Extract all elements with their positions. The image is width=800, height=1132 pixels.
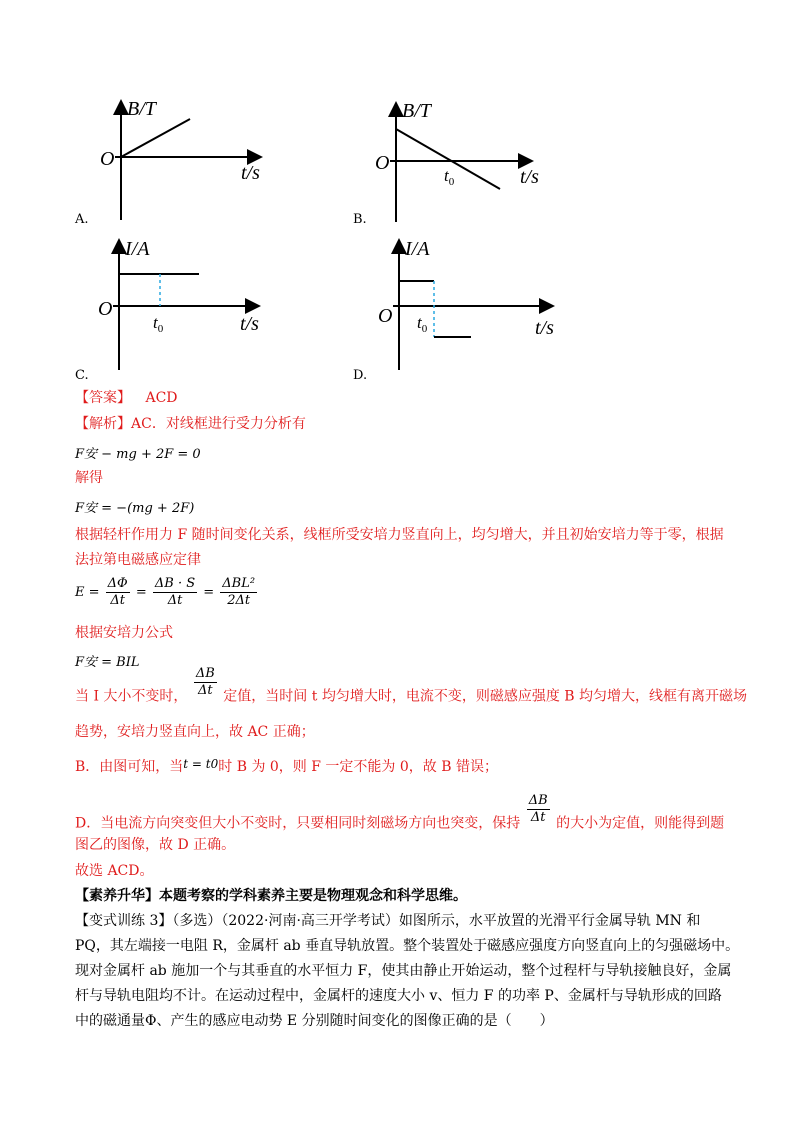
literacy-line xyxy=(75,886,467,906)
graph-c xyxy=(95,234,275,374)
svg-text:t/s: t/s xyxy=(520,166,539,188)
exercise-line-4: 杆与导轨电阻均不计。在运动过程中，金属杆的速度大小 v、恒力 F 的功率 P、金属杆与导轨形成的回路 xyxy=(75,988,722,1004)
graph-a-x-label: t/s xyxy=(241,162,260,184)
p5-pre: D．当电流方向突变但大小不变时，只要相同时刻磁场方向也突变，保持 xyxy=(75,815,521,832)
eq3-frac-3: $\frac{\text{ΔBL²}}{2\Delta t}$ xyxy=(222,576,256,608)
p5-post: 的大小为定值，则能得到题 xyxy=(556,815,725,832)
choose-line: 故选 ACD。 xyxy=(75,863,154,879)
svg-text:B/T: B/T xyxy=(402,100,431,122)
solve-label: 解得 xyxy=(75,470,103,486)
p3-frac: $\frac{\Delta B}{\Delta t}$ xyxy=(195,666,215,698)
svg-text:I/A: I/A xyxy=(405,238,430,260)
eq3-frac-1: $\frac{\Delta\Phi}{\Delta t}$ xyxy=(107,576,128,608)
exercise-line-1: 【变式训练 3】（多选）（2022·河南·高三开学考试）如图所示，水平放置的光滑平行金属导轨 MN 和 xyxy=(75,913,701,929)
p3-pre: 当 I 大小不变时， xyxy=(75,688,188,705)
paragraph-1-line-2: 法拉第电磁感应定律 xyxy=(75,552,201,568)
exercise-line-2: PQ，其左端接一电阻 R，金属杆 ab 垂直导轨放置。整个装置处于磁感应强度方向竖直向上的匀强磁场中。 xyxy=(75,938,740,954)
answer-tag: 【答案】 xyxy=(75,390,131,406)
exercise-tag: 【变式训练 3】 xyxy=(75,913,173,929)
svg-text:O: O xyxy=(375,152,390,174)
answer-value: ACD xyxy=(145,390,178,406)
p4-post: 时 B 为 0，则 F 一定不能为 0，故 B 错误； xyxy=(218,759,498,775)
literacy-text: 本题考察的学科素养主要是物理观念和科学思维。 xyxy=(159,888,467,904)
paragraph-5-line-2: 图乙的图像，故 D 正确。 xyxy=(75,837,236,853)
p5-frac: $\frac{\Delta B}{\Delta t}$ xyxy=(528,793,548,825)
svg-text:O: O xyxy=(378,305,393,327)
p3-post: 定值，当时间 t 均匀增大时，电流不变，则磁感应强度 B 均匀增大，线框有离开磁场 xyxy=(223,688,748,705)
svg-text:t/s: t/s xyxy=(535,317,554,339)
exercise-line-5: 中的磁通量Φ、产生的感应电动势 E 分别随时间变化的图像正确的是（ ） xyxy=(75,1013,554,1029)
paragraph-1-line-1: 根据轻杆作用力 F 随时间变化关系，线框所受安培力竖直向上，均匀增大，并且初始安培力等于零，根据 xyxy=(75,527,724,543)
graph-c-label: C. xyxy=(75,368,89,383)
graph-b-label: B. xyxy=(353,212,367,227)
p4-pre: B．由图可知，当 xyxy=(75,759,184,775)
eq3-left: E = xyxy=(75,585,100,600)
graph-d xyxy=(375,234,565,374)
svg-text:t0: $t_0$ xyxy=(417,313,428,335)
svg-text:t/s: t/s xyxy=(240,313,259,335)
graph-a xyxy=(95,95,275,225)
exercise-line-3: 现对金属杆 ab 施加一个与其垂直的水平恒力 F，使其由静止开始运动，整个过程杆与导轨接触良好，金属 xyxy=(75,963,732,979)
p4-cond: t = t0 xyxy=(183,757,219,771)
eq3-frac-2: $\frac{\Delta B \cdot S}{\Delta t}$ xyxy=(154,576,196,608)
graph-d-label: D. xyxy=(353,368,368,383)
analysis-intro xyxy=(75,414,306,434)
paragraph-4 xyxy=(75,757,498,777)
graph-a-y-label: B/T xyxy=(127,98,156,120)
analysis-tag: 【解析】 xyxy=(75,416,131,432)
answer-line xyxy=(75,388,178,408)
literacy-tag: 【素养升华】 xyxy=(75,888,159,904)
paragraph-3-line-2: 趋势，安培力竖直向上，故 AC 正确； xyxy=(75,724,315,740)
svg-text:I/A: I/A xyxy=(125,238,150,260)
graph-a-label: A. xyxy=(75,212,89,227)
svg-text:O: O xyxy=(98,298,113,320)
analysis-intro-text: AC．对线框进行受力分析有 xyxy=(131,416,306,432)
equation-3: E = $\frac{\Delta\Phi}{\Delta t}$ = $\frac{\Delta B \cdot S}{\Delta t}$ = $\frac{\text{ΔBL²}}{2\Delta t}$ xyxy=(75,576,256,608)
graph-a-origin: O xyxy=(100,148,115,170)
svg-text:t0: $t_0$ xyxy=(153,313,164,335)
paragraph-3-line-1 xyxy=(75,666,748,713)
graph-b xyxy=(372,97,562,227)
svg-text:t0: $t_0$ xyxy=(444,166,455,188)
equation-1: F安 − mg + 2F = 0 xyxy=(75,447,201,462)
paragraph-2: 根据安培力公式 xyxy=(75,625,173,641)
equation-2: F安 = −(mg + 2F) xyxy=(75,501,195,516)
equation-4: F安 = BIL xyxy=(75,655,140,670)
